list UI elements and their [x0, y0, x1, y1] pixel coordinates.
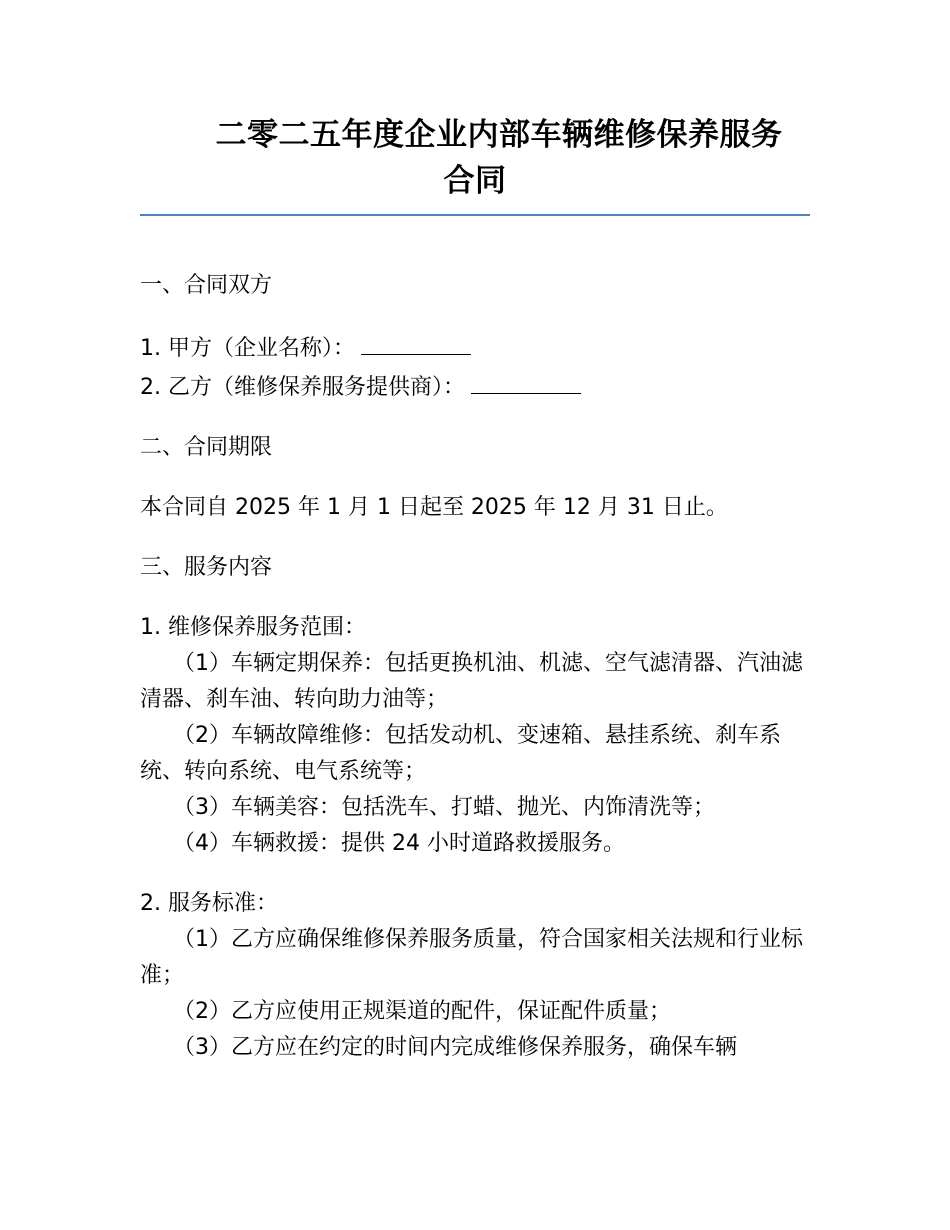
section-heading-parties: 一、合同双方: [140, 273, 273, 298]
scope-item: （1）车辆定期保养：包括更换机油、机滤、空气滤清器、汽油滤清器、刹车油、转向助力油等；: [140, 651, 803, 712]
party-b-blank: [471, 367, 581, 394]
standard-item: （1）乙方应确保维修保养服务质量，符合国家相关法规和行业标准；: [140, 927, 803, 988]
party-b-line: [140, 367, 810, 406]
section-heading-services: 三、服务内容: [140, 555, 273, 580]
party-a-blank: [361, 328, 471, 355]
standard-item: （2）乙方应使用正规渠道的配件，保证配件质量；: [173, 999, 671, 1024]
scope-item: （3）车辆美容：包括洗车、打蜡、抛光、内饰清洗等；: [173, 795, 715, 820]
standard-item: （3）乙方应在约定的时间内完成维修保养服务，确保车辆: [173, 1035, 737, 1060]
standard-heading: 2. 服务标准：: [140, 891, 278, 916]
section-heading-term: 二、合同期限: [140, 435, 273, 460]
scope-item: （2）车辆故障维修：包括发动机、变速箱、悬挂系统、刹车系统、转向系统、电气系统等；: [140, 723, 781, 784]
party-a-label: 1. 甲方（企业名称）：: [140, 336, 355, 361]
term-text: 本合同自 2025 年 1 月 1 日起至 2025 年 12 月 31 日止。: [140, 495, 728, 520]
title-line-2: 合同: [443, 163, 507, 199]
title-line-1: 二零二五年度企业内部车辆维修保养服务: [215, 117, 783, 153]
document-title: [140, 112, 810, 204]
document-body: [140, 268, 810, 1066]
party-b-label: 2. 乙方（维修保养服务提供商）：: [140, 375, 465, 400]
party-a-line: [140, 328, 810, 367]
title-divider: [140, 214, 810, 216]
scope-heading: 1. 维修保养服务范围：: [140, 615, 366, 640]
scope-item: （4）车辆救援：提供 24 小时道路救援服务。: [173, 831, 625, 856]
